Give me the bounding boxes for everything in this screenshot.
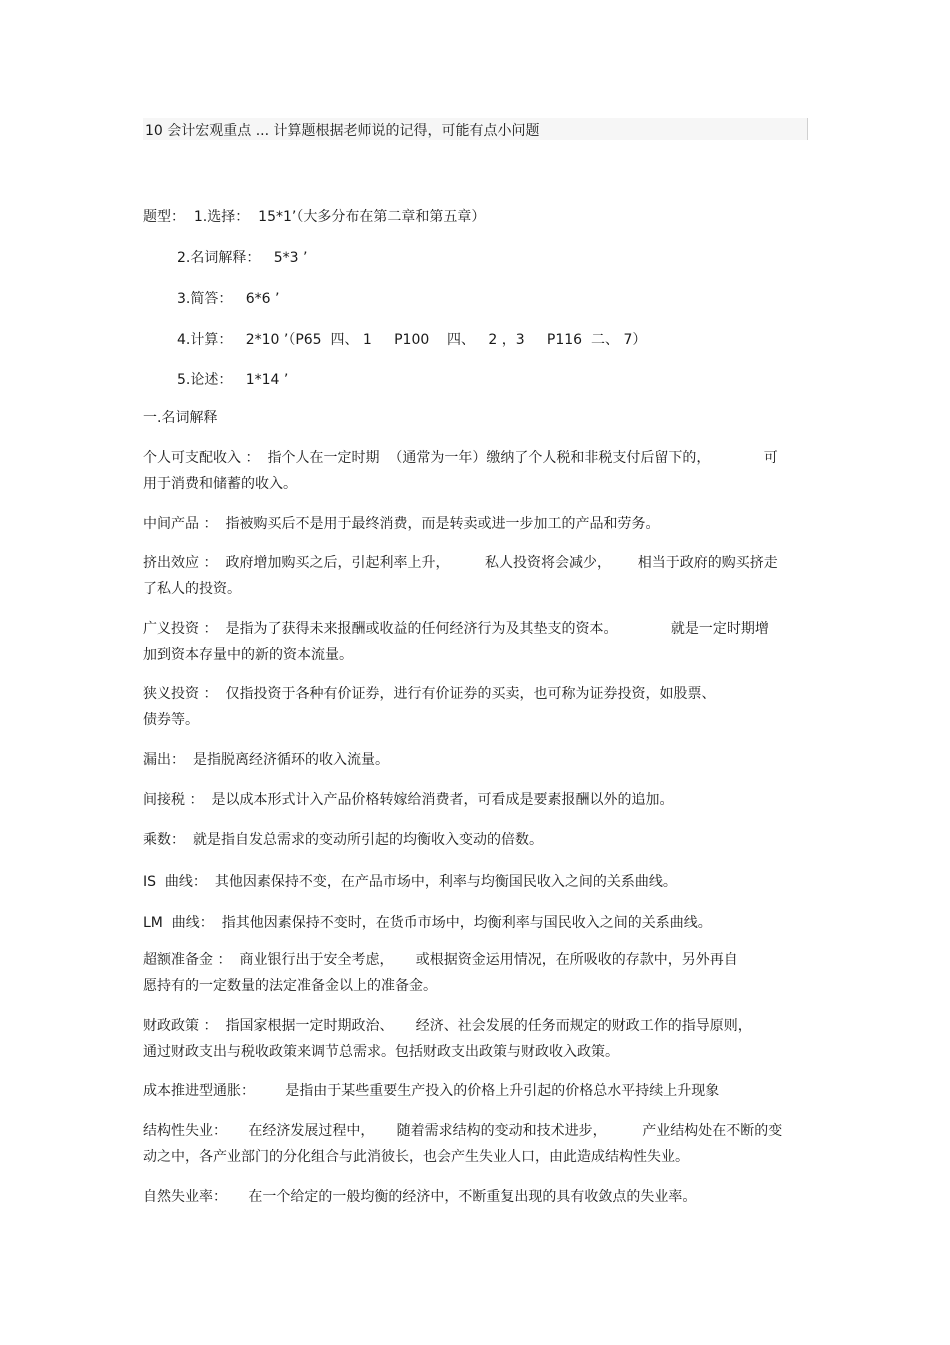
document-title: 10 会计宏观重点 ... 计算题根据老师说的记得，可能有点小问题 <box>145 123 540 139</box>
definition-term: 挤出效应 ： <box>143 555 218 571</box>
definition-item <box>143 827 803 853</box>
section-title: 一.名词解释 <box>143 410 218 426</box>
definition-text-cont: 加到资本存量中的新的资本流量。 <box>143 647 353 663</box>
definition-term: 财政政策 ： <box>143 1018 218 1034</box>
definition-term: 超额准备金 ： <box>143 952 232 968</box>
definition-text: 商业银行出于安全考虑， 或根据资金运用情况，在所吸收的存款中，另外再自 <box>239 952 738 968</box>
definition-text-cont: 债券等。 <box>143 712 199 728</box>
definition-text: 指个人在一定时期 （通常为一年）缴纳了个人税和非税支付后留下的， 可 <box>267 450 778 466</box>
definition-item <box>143 681 803 733</box>
definition-text: 其他因素保持不变，在产品市场中，利率与均衡国民收入之间的关系曲线。 <box>214 874 677 890</box>
definition-text-cont: 用于消费和储蓄的收入。 <box>143 476 297 492</box>
definition-text: 就是指自发总需求的变动所引起的均衡收入变动的倍数。 <box>193 832 543 848</box>
question-types-intro: 题型： 1.选择： 15*1’（大多分布在第二章和第五章） <box>143 209 486 225</box>
definition-text-cont: 通过财政支出与税收政策来调节总需求。包括财政支出政策与财政收入政策。 <box>143 1044 619 1060</box>
definition-item <box>143 787 803 813</box>
definition-text: 指被购买后不是用于最终消费，而是转卖或进一步加工的产品和劳务。 <box>225 516 660 532</box>
definition-text: 是指脱离经济循环的收入流量。 <box>193 752 389 768</box>
definition-item <box>143 947 803 999</box>
definition-item <box>143 1118 803 1170</box>
definition-term: 自然失业率： <box>143 1189 227 1205</box>
definition-text: 指其他因素保持不变时，在货币市场中，均衡利率与国民收入之间的关系曲线。 <box>221 915 712 931</box>
definition-text: 指国家根据一定时期政治、 经济、社会发展的任务而规定的财政工作的指导原则， <box>225 1018 752 1034</box>
definition-text: 是以成本形式计入产品价格转嫁给消费者，可看成是要素报酬以外的追加。 <box>211 792 674 808</box>
question-type-item: 5.论述： 1*14 ’ <box>177 372 289 388</box>
definition-item <box>143 1013 803 1065</box>
definition-term: 漏出： <box>143 752 185 768</box>
definition-text-cont: 了私人的投资。 <box>143 581 241 597</box>
definition-text: 是指由于某些重要生产投入的价格上升引起的价格总水平持续上升现象 <box>263 1083 720 1099</box>
definition-text: 在经济发展过程中， 随着需求结构的变动和技术进步， 产业结构处在不断的变 <box>235 1123 783 1139</box>
header-bar <box>143 118 808 140</box>
definition-item <box>143 910 803 936</box>
definition-text-cont: 动之中，各产业部门的分化组合与此消彼长，也会产生失业人口，由此造成结构性失业。 <box>143 1149 689 1165</box>
question-type-item: 4.计算： 2*10 ’（P65 四、 1 P100 四、 2 ，3 P116 二、 7） <box>177 332 647 348</box>
definition-term: 结构性失业： <box>143 1123 227 1139</box>
definition-term: 广义投资 ： <box>143 621 218 637</box>
question-type-item: 2.名词解释： 5*3 ’ <box>177 250 308 266</box>
question-type-item: 3.简答： 6*6 ’ <box>177 291 280 307</box>
definition-text: 是指为了获得未来报酬或收益的任何经济行为及其垫支的资本。 就是一定时期增 <box>225 621 769 637</box>
definition-item <box>143 445 803 497</box>
definition-item <box>143 550 803 602</box>
definition-item <box>143 1184 803 1210</box>
definition-term: 狭义投资 ： <box>143 686 218 702</box>
definition-term: 成本推进型通胀： <box>143 1083 255 1099</box>
definition-item <box>143 616 803 668</box>
definition-text: 仅指投资于各种有价证券，进行有价证券的买卖，也可称为证券投资，如股票、 <box>225 686 716 702</box>
definition-text: 政府增加购买之后，引起利率上升， 私人投资将会减少， 相当于政府的购买挤走 <box>225 555 778 571</box>
definition-term: LM 曲线： <box>143 915 214 931</box>
definition-item <box>143 511 803 537</box>
definition-item <box>143 1078 803 1104</box>
definition-term: 乘数： <box>143 832 185 848</box>
definition-term: 间接税 ： <box>143 792 204 808</box>
definition-term: IS 曲线： <box>143 874 207 890</box>
definition-item <box>143 747 803 773</box>
definition-item <box>143 869 803 895</box>
definition-text-cont: 愿持有的一定数量的法定准备金以上的准备金。 <box>143 978 437 994</box>
definition-term: 个人可支配收入 ： <box>143 450 260 466</box>
definition-term: 中间产品 ： <box>143 516 218 532</box>
definition-text: 在一个给定的一般均衡的经济中，不断重复出现的具有收敛点的失业率。 <box>235 1189 697 1205</box>
